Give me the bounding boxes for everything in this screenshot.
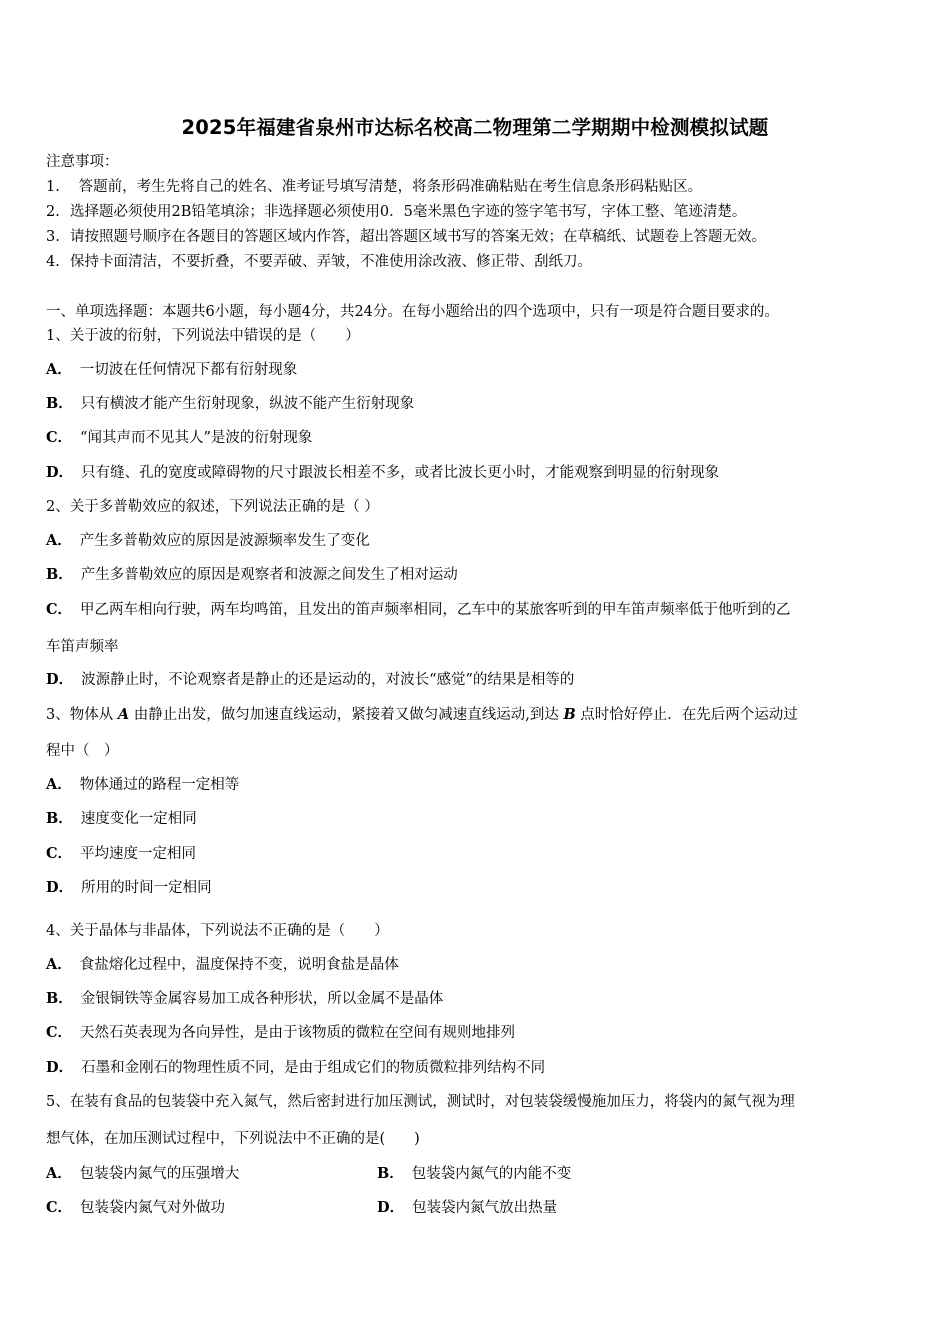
notice-heading: 注意事项： <box>46 154 119 170</box>
question-2-option-c: C． 甲乙两车相向行驶，两车均鸣笛，且发出的笛声频率相同，乙车中的某旅客听到的甲车笛声频率低于他听到的乙 <box>46 601 791 618</box>
question-5-option-a: A． 包装袋内氮气的压强增大 <box>46 1165 240 1182</box>
question-1-option-d: D． 只有缝、孔的宽度或障碍物的尺寸跟波长相差不多，或者比波长更小时，才能观察到明显的衍射现象 <box>46 464 720 481</box>
question-1-option-a: A． 一切波在任何情况下都有衍射现象 <box>46 361 298 378</box>
question-5-stem: 5、在装有食品的包装袋中充入氮气，然后密封进行加压测试，测试时，对包装袋缓慢施加压力，将袋内的氮气视为理 <box>46 1094 795 1110</box>
question-2-option-c-continued: 车笛声频率 <box>46 639 119 655</box>
question-3-option-a: A． 物体通过的路程一定相等 <box>46 776 240 793</box>
question-4-option-c: C． 天然石英表现为各向异性，是由于该物质的微粒在空间有规则地排列 <box>46 1024 516 1041</box>
notice-item-text: 保持卡面清洁，不要折叠，不要弄破、弄皱，不准使用涂改液、修正带、刮纸刀。 <box>70 254 592 270</box>
notice-item-number: 2. <box>46 204 60 220</box>
question-3-option-d: D． 所用的时间一定相同 <box>46 879 212 896</box>
notice-item <box>46 252 592 272</box>
exam-title: 2025年福建省泉州市达标名校高二物理第二学期期中检测模拟试题 <box>181 116 769 139</box>
question-2-option-d: D． 波源静止时，不论观察者是静止的还是运动的，对波长“感觉”的结果是相等的 <box>46 671 575 688</box>
question-3-option-b: B． 速度变化一定相同 <box>46 810 197 827</box>
question-5-option-d: D． 包装袋内氮气放出热量 <box>377 1199 558 1216</box>
question-4-stem: 4、关于晶体与非晶体，下列说法不正确的是（ ） <box>46 923 389 939</box>
notice-item-text: 选择题必须使用2B铅笔填涂；非选择题必须使用0．5毫米黑色字迹的签字笔书写，字体工整、笔迹清楚。 <box>70 204 747 220</box>
notice-item-number: 1. <box>46 179 60 195</box>
question-3-stem: 3、物体从 A 由静止出发，做匀加速直线运动，紧接着又做匀减速直线运动,到达 B 点时恰好停止．在先后两个运动过 <box>46 706 798 723</box>
notice-item <box>46 177 702 197</box>
question-2-option-b: B． 产生多普勒效应的原因是观察者和波源之间发生了相对运动 <box>46 566 458 583</box>
question-3-option-c: C． 平均速度一定相同 <box>46 845 197 862</box>
question-2-option-a: A． 产生多普勒效应的原因是波源频率发生了变化 <box>46 532 370 549</box>
question-4-option-a: A． 食盐熔化过程中，温度保持不变，说明食盐是晶体 <box>46 956 399 973</box>
notice-item-text: 答题前，考生先将自己的姓名、准考证号填写清楚，将条形码准确粘贴在考生信息条形码粘贴区。 <box>74 179 703 195</box>
notice-item-text: 请按照题号顺序在各题目的答题区域内作答，超出答题区域书写的答案无效；在草稿纸、试题卷上答题无效。 <box>70 229 766 245</box>
question-5-option-b: B． 包装袋内氮气的内能不变 <box>377 1165 572 1182</box>
question-1-option-b: B． 只有横波才能产生衍射现象，纵波不能产生衍射现象 <box>46 395 415 412</box>
question-5-stem-continued: 想气体，在加压测试过程中，下列说法中不正确的是( ) <box>46 1131 420 1147</box>
section-heading: 一、单项选择题：本题共6小题，每小题4分，共24分。在每小题给出的四个选项中，只有一项是符合题目要求的。 <box>46 304 779 320</box>
notice-item-number: 3. <box>46 229 60 245</box>
question-1-stem: 1、关于波的衍射，下列说法中错误的是（ ） <box>46 328 360 344</box>
notice-item <box>46 202 746 222</box>
question-4-option-d: D． 石墨和金刚石的物理性质不同，是由于组成它们的物质微粒排列结构不同 <box>46 1059 546 1076</box>
question-1-option-c: C． “闻其声而不见其人”是波的衍射现象 <box>46 429 313 446</box>
notice-item-number: 4. <box>46 254 60 270</box>
question-3-stem-continued: 程中（ ） <box>46 743 119 759</box>
question-5-option-c: C． 包装袋内氮气对外做功 <box>46 1199 226 1216</box>
notice-item <box>46 227 766 247</box>
question-4-option-b: B． 金银铜铁等金属容易加工成各种形状，所以金属不是晶体 <box>46 990 444 1007</box>
question-2-stem: 2、关于多普勒效应的叙述，下列说法正确的是（ ） <box>46 499 379 515</box>
